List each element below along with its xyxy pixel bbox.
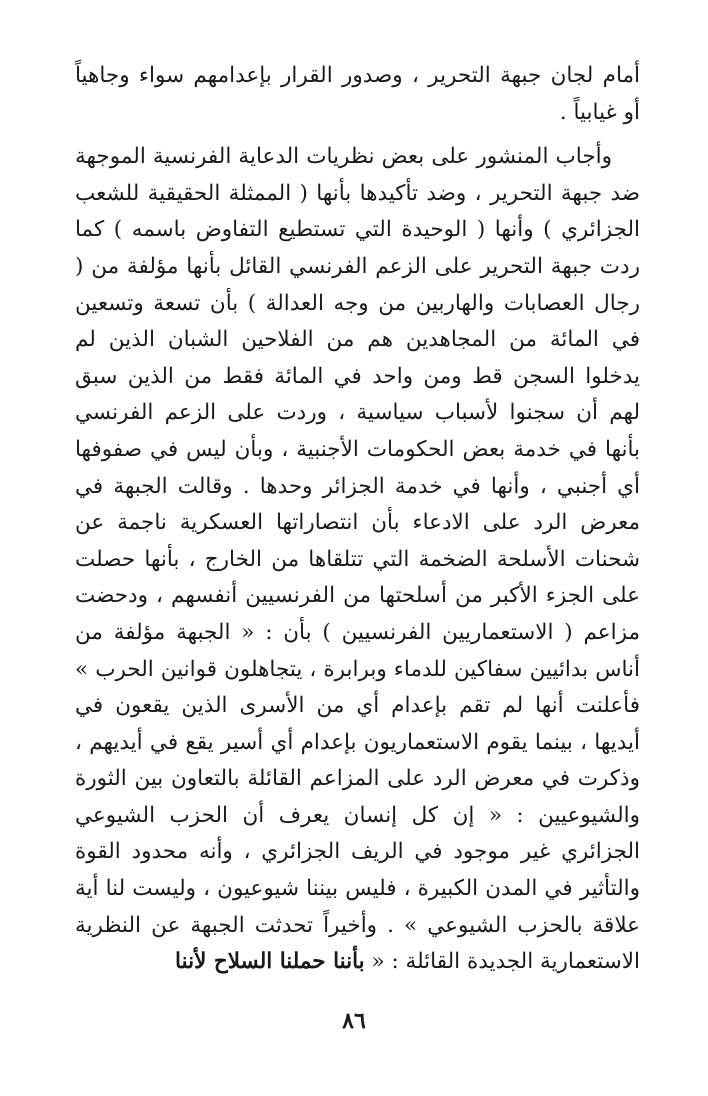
page-number: ٨٦ [342,1008,366,1034]
paragraph-continuation: أمام لجان جبهة التحرير ، وصدور القرار بإعدامهم سواء وجاهياً أو غيابياً . [75,63,640,125]
body-text [75,58,640,981]
paragraph-main [75,139,640,981]
paragraph-bold-quote: بأننا حملنا السلاح لأننا [175,949,365,975]
paragraph-main-text: وأجاب المنشور على بعض نظريات الدعاية الفرنسية الموجهة ضد جبهة التحرير ، وضد تأكيدها بأنها ( الممثلة الحقيقية للشعب الجزائري ) وأنها ( الوحيدة التي تستطيع التفاوض باسمه ) كما ردت جبهة التحرير على الزعم الفرنسي القائل بأنها مؤلفة من ( رجال العصابات والهاربين من وجه العدالة ) بأن تسعة وتسعين في المائة من المجاهدين هم من الفلاحين الشبان الذين لم يدخلوا السجن قط ومن واحد في المائة فقط من الذين سبق لهم أن سجنوا لأسباب سياسية ، وردت على الزعم الفرنسي بأنها في خدمة بعض الحكومات الأجنبية ، وبأن ليس في صفوفها أي أجنبي ، وأنها في خدمة الجزائر وحدها . وقالت الجبهة في معرض الرد على الادعاء بأن انتصاراتها العسكرية ناجمة عن شحنات الأسلحة الضخمة التي تتلقاها من الخارج ، بأنها حصلت على الجزء الأكبر من أسلحتها من الفرنسيين أنفسهم ، ودحضت مزاعم ( الاستعماريين الفرنسيين ) بأن : « الجبهة مؤلفة من أناس بدائيين سفاكين للدماء وبرابرة ، يتجاهلون قوانين الحرب » فأعلنت أنها لم تقم بإعدام أي من الأسرى الذين يقعون في أيديها ، بينما يقوم الاستعماريون بإعدام أي أسير يقع في أيديهم ، وذكرت في معرض الرد على المزاعم القائلة بالتعاون بين الثورة والشيوعيين : « إن كل إنسان يعرف أن الحزب الشيوعي الجزائري غير موجود في الريف الجزائري ، وأنه محدود القوة والتأثير في المدن الكبيرة ، فليس بيننا شيوعيون ، وليست لنا أية علاقة بالحزب الشيوعي » . وأخيراً تحدثت الجبهة عن النظرية الاستعمارية الجديدة القائلة : « [75,144,640,975]
